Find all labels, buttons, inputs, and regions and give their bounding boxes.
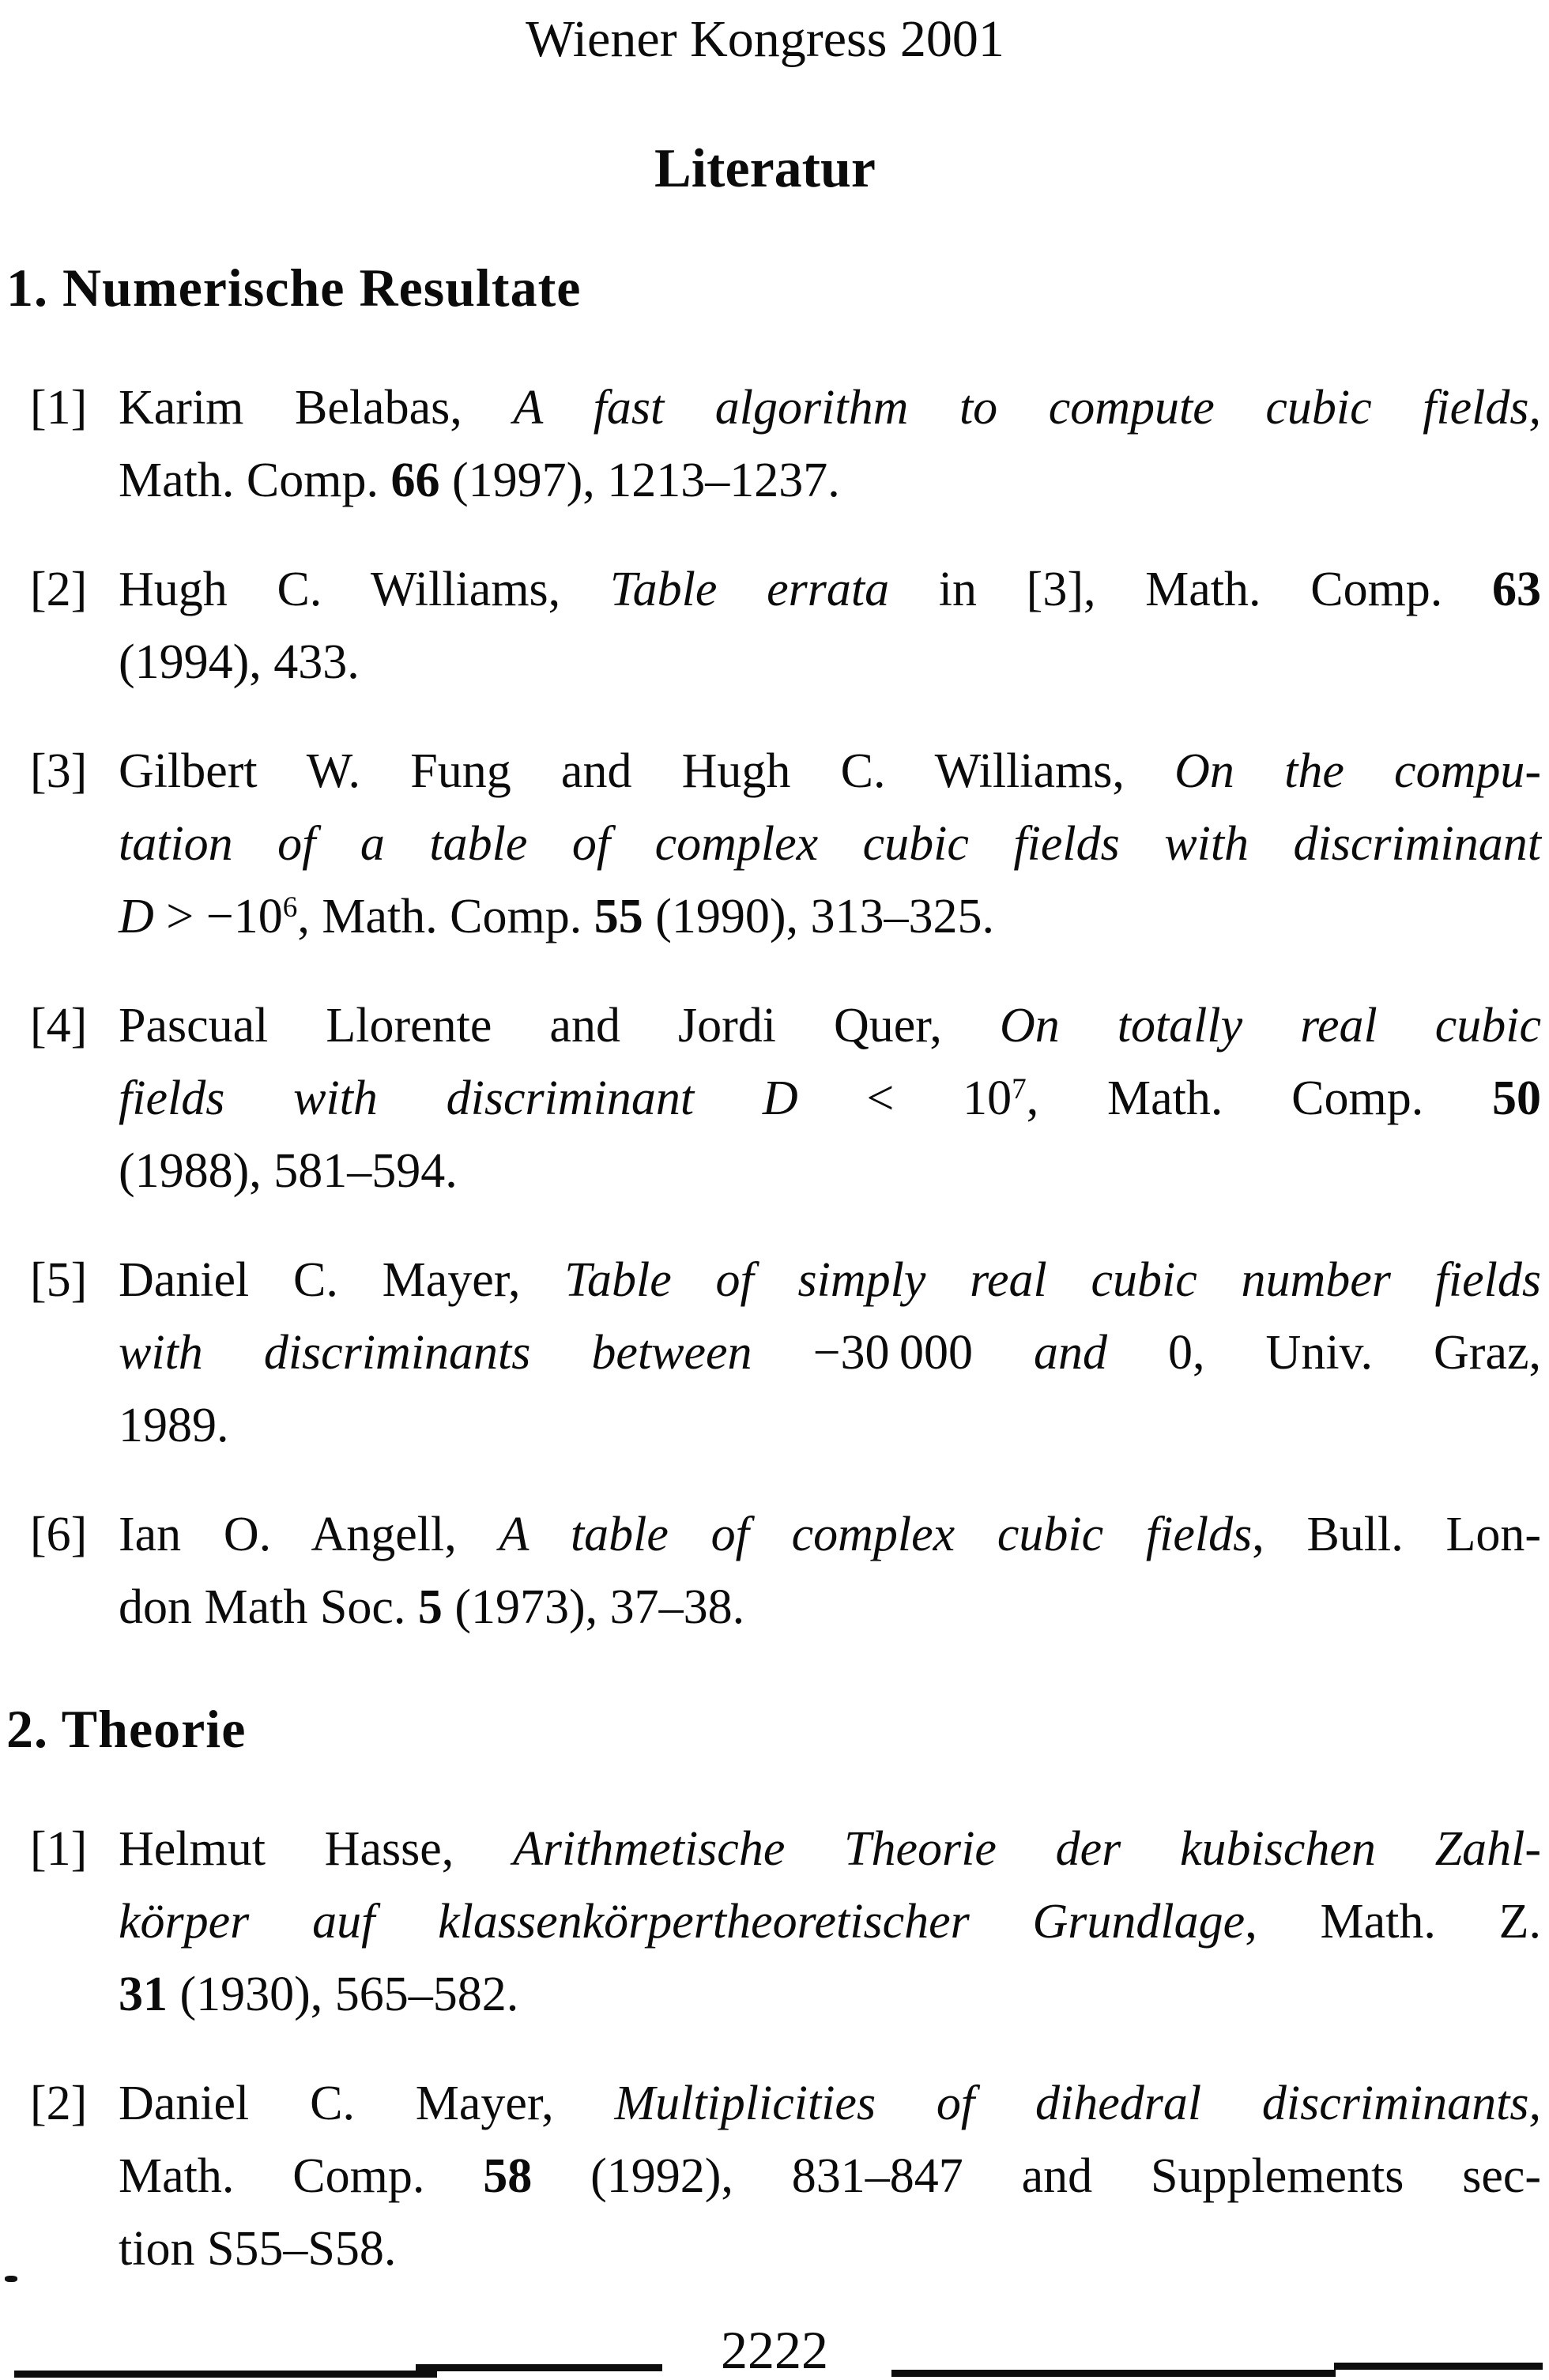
text-segment: On totally real cubic xyxy=(999,999,1542,1053)
text-segment: 1989. xyxy=(119,1399,229,1452)
document-title: Wiener Kongress 2001 xyxy=(526,10,1004,68)
reference-text xyxy=(119,1813,1541,2031)
reference-item xyxy=(0,371,1549,517)
reference-line xyxy=(119,2212,1541,2285)
reference-line xyxy=(119,371,1541,444)
reference-line xyxy=(119,553,1541,626)
reference-item xyxy=(0,1498,1549,1644)
superscript: 7 xyxy=(1012,1072,1027,1105)
text-segment: 5 xyxy=(417,1580,443,1634)
reference-label: [1] xyxy=(30,381,88,435)
reference-text xyxy=(119,735,1541,953)
text-segment: Arithmetische Theorie der kubischen Zahl- xyxy=(512,1822,1541,1876)
text-segment: (1973), 37–38. xyxy=(442,1580,745,1634)
reference-label: [5] xyxy=(30,1253,88,1307)
text-segment: Karim Belabas, xyxy=(119,381,514,435)
text-segment: with discriminants between xyxy=(119,1326,813,1380)
text-segment: fields with discriminant xyxy=(119,1071,763,1125)
superscript: 6 xyxy=(282,891,298,924)
section-heading: 2. Theorie xyxy=(6,1699,247,1759)
text-segment: don Math Soc. xyxy=(119,1580,418,1634)
reference-text xyxy=(119,2067,1541,2285)
text-segment: 63 xyxy=(1491,563,1541,616)
reference-line xyxy=(119,880,1541,953)
text-segment: Multiplicities of dihedral discriminants, xyxy=(614,2077,1541,2130)
reference-line xyxy=(119,735,1541,808)
reference-text xyxy=(119,989,1541,1207)
footer-rule-right-b xyxy=(1334,2363,1543,2370)
reference-item xyxy=(0,735,1549,953)
text-segment: D xyxy=(762,1071,798,1125)
scan-speck xyxy=(5,2276,17,2282)
text-segment: Math. Comp. xyxy=(119,2149,484,2203)
text-segment: −30 000 xyxy=(812,1326,1034,1380)
text-segment: Math. Comp. xyxy=(119,454,391,507)
reference-label: [2] xyxy=(30,563,88,616)
footer-rule-left-b xyxy=(416,2364,662,2371)
reference-text xyxy=(119,553,1541,699)
reference-line xyxy=(119,626,1541,699)
reference-label: [3] xyxy=(30,744,88,798)
text-segment: 55 xyxy=(594,890,643,943)
text-segment: (1930), 565–582. xyxy=(168,1968,519,2021)
text-segment: > −10 xyxy=(153,890,283,943)
reference-item xyxy=(0,553,1549,699)
reference-label: [6] xyxy=(30,1508,88,1561)
text-segment: A table of complex cubic fields xyxy=(499,1508,1253,1561)
text-segment: 50 xyxy=(1492,1071,1541,1125)
text-segment: 58 xyxy=(483,2149,533,2203)
sections-root xyxy=(0,251,1549,2322)
reference-label: [1] xyxy=(30,1822,88,1876)
text-segment: Pascual Llorente and Jordi Quer, xyxy=(119,999,1000,1053)
text-segment: Hugh C. Williams, xyxy=(119,563,610,616)
text-segment: tation of a table of complex cubic fields with discriminant xyxy=(119,817,1541,871)
text-segment: , Math. Comp. xyxy=(1026,1071,1492,1125)
text-segment: (1990), 313–325. xyxy=(643,890,995,943)
text-segment: D xyxy=(119,890,154,943)
text-segment: tion S55–S58. xyxy=(119,2222,397,2276)
reference-line xyxy=(119,1389,1541,1462)
reference-line xyxy=(119,808,1541,880)
text-segment: On the compu- xyxy=(1174,744,1541,798)
text-segment: 66 xyxy=(390,454,440,507)
text-segment: Helmut Hasse, xyxy=(119,1822,513,1876)
text-segment: Gilbert W. Fung and Hugh C. Williams, xyxy=(119,744,1175,798)
text-segment: (1997), 1213–1237. xyxy=(439,454,840,507)
text-segment: Table of simply real cubic number fields xyxy=(564,1253,1541,1307)
text-segment: < 10 xyxy=(797,1071,1012,1125)
reference-line xyxy=(119,1885,1541,1958)
reference-line xyxy=(119,2067,1541,2140)
text-segment: (1988), 581–594. xyxy=(119,1144,458,1198)
reference-label: [2] xyxy=(30,2077,88,2130)
text-segment: Daniel C. Mayer, xyxy=(119,1253,565,1307)
text-segment: and xyxy=(1034,1326,1107,1380)
reference-line xyxy=(119,1316,1541,1389)
text-segment: , Bull. Lon- xyxy=(1252,1508,1542,1561)
text-segment: 31 xyxy=(119,1968,168,2021)
text-segment: 0, Univ. Graz, xyxy=(1107,1326,1541,1380)
reference-text xyxy=(119,1244,1541,1462)
reference-item xyxy=(0,1244,1549,1462)
text-segment: (1992), 831–847 and Supplements sec- xyxy=(532,2149,1542,2203)
text-segment: in [3], Math. Comp. xyxy=(889,563,1492,616)
text-segment: A fast algorithm to compute cubic fields, xyxy=(513,381,1542,435)
footer-rule-left-a xyxy=(14,2371,437,2378)
reference-line xyxy=(119,1571,1541,1644)
reference-line xyxy=(119,2140,1541,2212)
text-segment: Daniel C. Mayer, xyxy=(119,2077,615,2130)
reference-item xyxy=(0,1813,1549,2031)
reference-label: [4] xyxy=(30,999,88,1053)
text-segment: körper auf klassenkörpertheoretischer Grundlage xyxy=(119,1895,1246,1949)
reference-line xyxy=(119,1244,1541,1316)
page-number: 2222 xyxy=(721,2320,828,2380)
section-heading: 1. Numerische Resultate xyxy=(6,258,582,318)
reference-line xyxy=(119,989,1541,1062)
reference-line xyxy=(119,1813,1541,1885)
reference-text xyxy=(119,371,1541,517)
text-segment: , Math. Z. xyxy=(1245,1895,1542,1949)
text-segment: (1994), 433. xyxy=(119,635,360,689)
reference-line xyxy=(119,1135,1541,1207)
reference-line xyxy=(119,1958,1541,2031)
reference-text xyxy=(119,1498,1541,1644)
reference-line xyxy=(119,1062,1541,1135)
text-segment: , Math. Comp. xyxy=(297,890,594,943)
text-segment: Table errata xyxy=(609,563,890,616)
reference-line xyxy=(119,1498,1541,1571)
reference-item xyxy=(0,989,1549,1207)
reference-line xyxy=(119,444,1541,517)
document-subtitle: Literatur xyxy=(654,138,876,199)
footer-rule-right-a xyxy=(891,2370,1336,2377)
reference-item xyxy=(0,2067,1549,2285)
text-segment: Ian O. Angell, xyxy=(119,1508,499,1561)
